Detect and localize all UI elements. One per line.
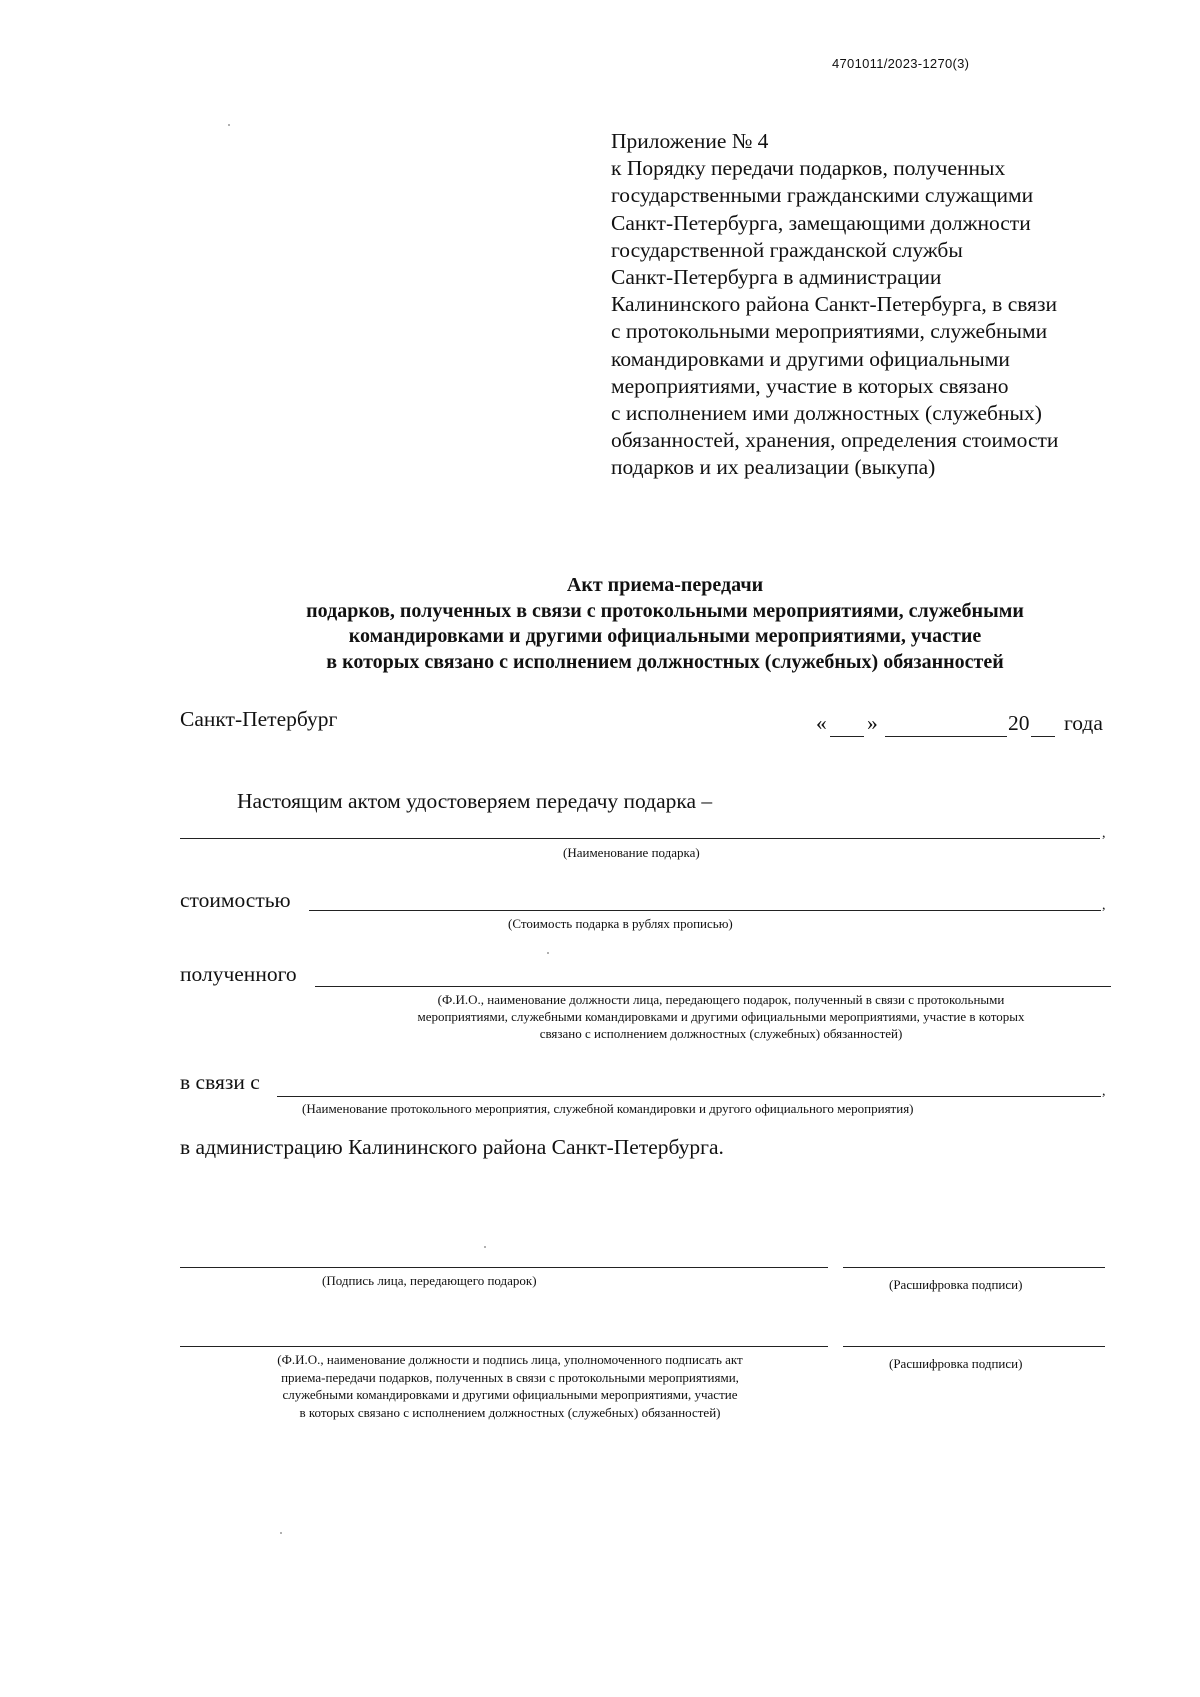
scan-speck — [280, 1532, 282, 1534]
appendix-line: Санкт-Петербурга, замещающими должности — [611, 210, 1031, 235]
received-caption-line: мероприятиями, служебными командировками и другими официальными мероприятиями, участие в которых — [417, 1009, 1025, 1024]
appendix-line: Калининского района Санкт-Петербурга, в связи — [611, 292, 1057, 317]
appendix-line: мероприятиями, участие в которых связано — [611, 373, 1009, 398]
authorized-caption — [200, 1351, 820, 1421]
intro-text: Настоящим актом удостоверяем передачу подарка – — [237, 789, 713, 813]
appendix-line: Санкт-Петербурга в администрации — [611, 265, 942, 290]
document-number: 4701011/2023-1270(3) — [832, 56, 970, 71]
appendix-line: с исполнением ими должностных (служебных) — [611, 401, 1042, 426]
signature-decode-caption-1: (Расшифровка подписи) — [889, 1277, 1023, 1292]
title-line: подарков, полученных в связи с протокольными мероприятиями, служебными — [306, 599, 1024, 622]
comma-mark: , — [1102, 826, 1106, 841]
signature-giver-caption: (Подпись лица, передающего подарок) — [322, 1273, 537, 1288]
cost-caption: (Стоимость подарка в рублях прописью) — [508, 916, 733, 931]
authorized-caption-line: в которых связано с исполнением должностных (служебных) обязанностей) — [299, 1404, 721, 1420]
received-caption-line: связано с исполнением должностных (служебных) обязанностей) — [539, 1026, 903, 1041]
authorized-caption-line: служебными командировками и другими официальными мероприятиями, участие — [282, 1387, 738, 1402]
title-line: в которых связано с исполнением должностных (служебных) обязанностей — [326, 650, 1004, 673]
appendix-line: подарков и их реализации (выкупа) — [611, 455, 936, 480]
comma-mark: , — [1102, 898, 1106, 913]
appendix-line: командировками и другими официальными — [611, 346, 1010, 371]
event-caption: (Наименование протокольного мероприятия, служебной командировки и другого официального мероприятия) — [302, 1101, 914, 1116]
signature-decode-caption-2: (Расшифровка подписи) — [889, 1356, 1023, 1371]
scan-speck — [547, 952, 549, 954]
cost-label: стоимостью — [180, 888, 291, 912]
gift-name-caption: (Наименование подарка) — [563, 845, 700, 860]
appendix-block — [611, 128, 1191, 482]
date-year-field[interactable] — [1031, 736, 1055, 737]
date-year-suffix: года — [1064, 711, 1103, 735]
city-label: Санкт-Петербург — [180, 707, 338, 731]
appendix-line: обязанностей, хранения, определения стоимости — [611, 428, 1059, 453]
signature-giver-field[interactable] — [180, 1267, 828, 1268]
comma-mark: , — [1102, 1084, 1106, 1099]
appendix-line: государственными гражданскими служащими — [611, 183, 1034, 208]
signature-decode-field-1[interactable] — [843, 1267, 1105, 1268]
received-field[interactable] — [315, 986, 1111, 987]
event-field[interactable] — [277, 1096, 1101, 1097]
authorized-caption-line: (Ф.И.О., наименование должности и подпись лица, уполномоченного подписать акт — [277, 1352, 743, 1367]
date-month-field[interactable] — [885, 736, 1007, 737]
scan-speck — [228, 124, 230, 126]
cost-field[interactable] — [309, 910, 1101, 911]
in-connection-label: в связи с — [180, 1070, 260, 1094]
signature-decode-field-2[interactable] — [843, 1346, 1105, 1347]
recipient-text: в администрацию Калининского района Санкт-Петербурга. — [180, 1135, 724, 1159]
appendix-line: Приложение № 4 — [611, 129, 769, 153]
appendix-line: государственной гражданской службы — [611, 237, 963, 262]
scan-speck — [484, 1246, 486, 1248]
authorized-signature-field[interactable] — [180, 1346, 828, 1347]
date-open-quote: « — [816, 711, 827, 735]
received-caption — [336, 991, 1106, 1042]
appendix-line: с протокольными мероприятиями, служебными — [611, 319, 1048, 344]
document-title — [150, 573, 1180, 675]
date-close-quote: » — [867, 711, 878, 735]
received-caption-line: (Ф.И.О., наименование должности лица, передающего подарок, полученный в связи с протокольными — [437, 992, 1005, 1007]
date-day-field[interactable] — [830, 736, 864, 737]
authorized-caption-line: приема-передачи подарков, полученных в связи с протокольными мероприятиями, — [281, 1369, 739, 1385]
date-year-prefix: 20 — [1008, 711, 1030, 735]
gift-name-field[interactable] — [180, 838, 1100, 839]
received-label: полученного — [180, 962, 297, 986]
title-line: командировками и другими официальными мероприятиями, участие — [348, 625, 982, 647]
appendix-line: к Порядку передачи подарков, полученных — [611, 156, 1006, 181]
title-line: Акт приема-передачи — [566, 574, 764, 596]
